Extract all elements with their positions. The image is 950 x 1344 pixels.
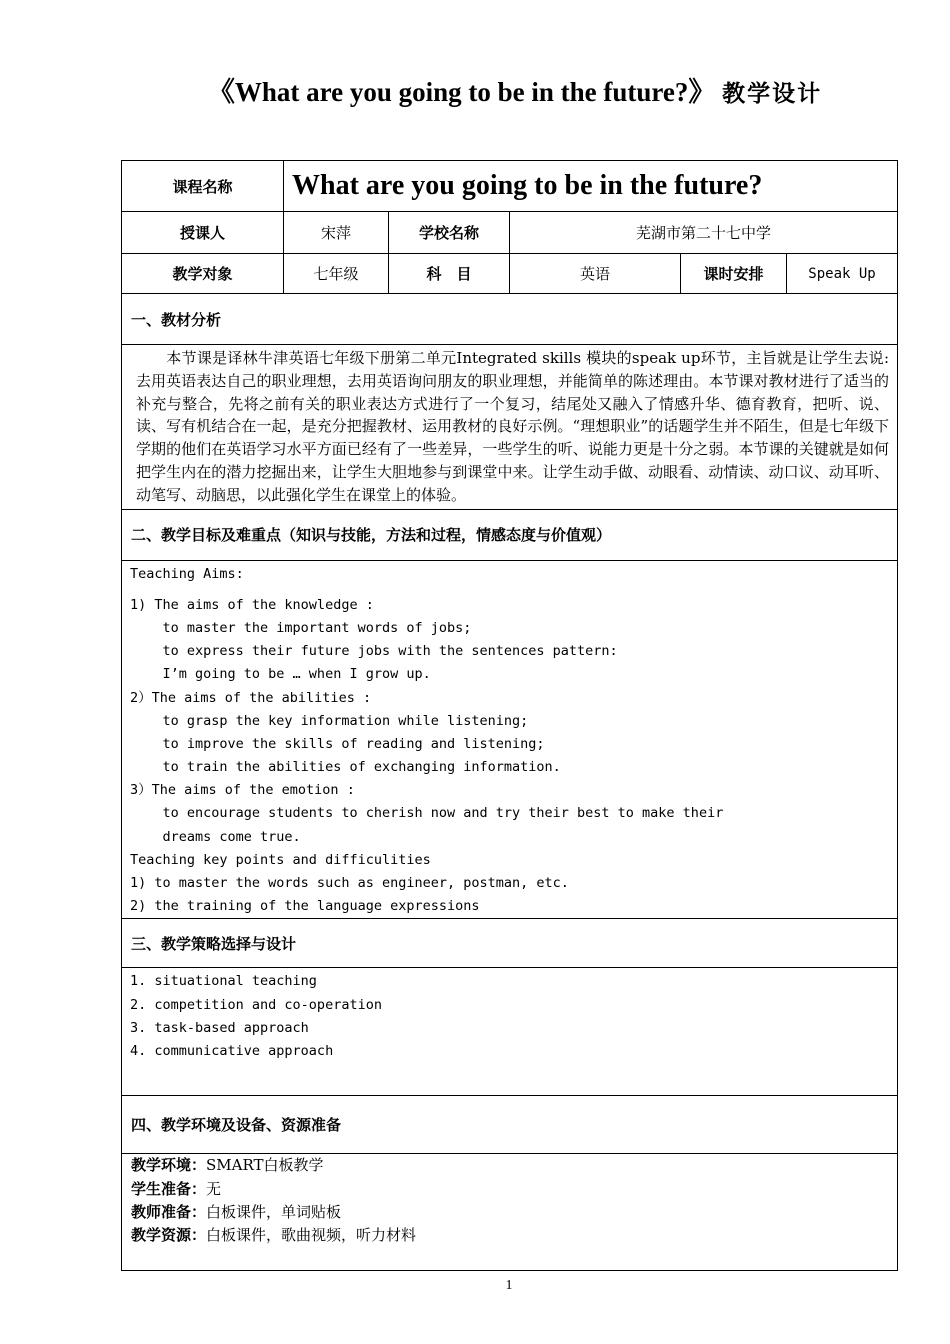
aims-line: to master the important words of jobs;: [130, 619, 472, 636]
env-item-value: 白板课件，单词贴板: [206, 1202, 342, 1221]
env-item-label: 教学资源：: [131, 1226, 207, 1244]
env-item-value: 无: [206, 1179, 222, 1198]
env-item-label: 教学环境：: [131, 1156, 207, 1175]
env-item: [131, 1178, 889, 1201]
course-name-label: 课程名称: [122, 161, 284, 212]
target-label: 教学对象: [122, 254, 284, 294]
course-row: [122, 161, 898, 212]
env-item-value: 白板课件，歌曲视频，听力材料: [206, 1226, 417, 1244]
teacher-value: 宋萍: [284, 212, 389, 254]
target-value: 七年级: [284, 254, 389, 294]
strategy-line: 1. situational teaching: [130, 973, 317, 990]
env-item: [131, 1224, 889, 1247]
env-item-label: 教师准备：: [131, 1202, 207, 1221]
aims-line: to encourage students to cherish now and try their best to make their: [130, 805, 724, 822]
strategy-body: [122, 968, 898, 1096]
analysis-text: [122, 345, 898, 510]
aims-line: Teaching Aims:: [130, 565, 244, 582]
school-value: 芜湖市第二十七中学: [510, 212, 898, 254]
analysis-body-row: [122, 345, 898, 510]
subject-label: 科 目: [389, 254, 510, 294]
strategy-body-row: [122, 968, 898, 1096]
aims-line: to grasp the key information while listening;: [130, 712, 529, 729]
period-label: 课时安排: [681, 254, 787, 294]
teacher-row: [122, 212, 898, 254]
aims-line: I’m going to be … when I grow up.: [130, 666, 431, 683]
strategy-line: 2. competition and co-operation: [130, 996, 382, 1013]
aims-heading: 二、教学目标及难重点（知识与技能，方法和过程，情感态度与价值观）: [122, 509, 898, 560]
env-item: [131, 1201, 889, 1224]
page-number: 1: [505, 1278, 513, 1293]
document-title: [0, 74, 950, 112]
teacher-label: 授课人: [122, 212, 284, 254]
subject-value: 英语: [510, 254, 681, 294]
course-name-value: What are you going to be in the future?: [284, 161, 898, 212]
env-heading-row: [122, 1096, 898, 1154]
aims-line: dreams come true.: [130, 828, 301, 845]
env-item-value: SMART白板教学: [206, 1156, 324, 1175]
document-title-english: 《What are you going to be in the future?》: [207, 77, 716, 107]
aims-line: 2) the training of the language expressions: [130, 898, 480, 915]
aims-line: 2）The aims of the abilities :: [130, 689, 372, 706]
aims-heading-row: [122, 509, 898, 560]
document-title-chinese: 教学设计: [722, 80, 823, 107]
aims-line: to improve the skills of reading and listening;: [130, 735, 545, 752]
strategy-line: 4. communicative approach: [130, 1042, 334, 1059]
aims-line: to train the abilities of exchanging information.: [130, 759, 561, 776]
target-row: [122, 254, 898, 294]
strategy-line: 3. task-based approach: [130, 1019, 309, 1036]
analysis-paragraph: 本节课是译林牛津英语七年级下册第二单元Integrated skills 模块的speak up环节，主旨就是让学生去说:去用英语表达自己的职业理想，去用英语询问朋友的职业理想，并能简单的陈述理由。本节课对教材进行了适当的补充与整合，先将之前有关的职业表达方式进行了一个复习，结尾处又融入了情感升华、德育教育，把听、说、读、写有机结合在一起，是充分把握教材、运用教材的良好示例。“理想职业”的话题学生并不陌生，但是七年级下学期的他们在英语学习水平方面已经有了一些差异，一些学生的听、说能力更是十分之弱。本节课的关键就是如何把学生内在的潜力挖掘出来，让学生大胆地参与到课堂中来。让学生动手做、动眼看、动情读、动口议、动耳听、动笔写、动脑思，以此强化学生在课堂上的体验。: [136, 349, 890, 504]
strategy-heading-row: [122, 919, 898, 968]
aims-line: Teaching key points and difficulities: [130, 851, 431, 868]
analysis-heading-row: [122, 294, 898, 345]
aims-body: [122, 560, 898, 919]
analysis-heading: 一、教材分析: [122, 294, 898, 345]
aims-line: 3）The aims of the emotion :: [130, 782, 355, 799]
env-heading: 四、教学环境及设备、资源准备: [122, 1096, 898, 1154]
env-item: [131, 1154, 889, 1177]
env-body: [122, 1154, 898, 1271]
aims-body-row: [122, 560, 898, 919]
env-item-label: 学生准备：: [131, 1179, 207, 1198]
school-label: 学校名称: [389, 212, 510, 254]
strategy-heading: 三、教学策略选择与设计: [122, 919, 898, 968]
lesson-plan-table: [121, 160, 898, 1271]
env-body-row: [122, 1154, 898, 1271]
aims-line: to express their future jobs with the sentences pattern:: [130, 643, 618, 660]
aims-line: 1) The aims of the knowledge :: [130, 596, 374, 613]
period-value: Speak Up: [787, 254, 898, 294]
aims-line: 1) to master the words such as engineer, postman, etc.: [130, 875, 569, 892]
